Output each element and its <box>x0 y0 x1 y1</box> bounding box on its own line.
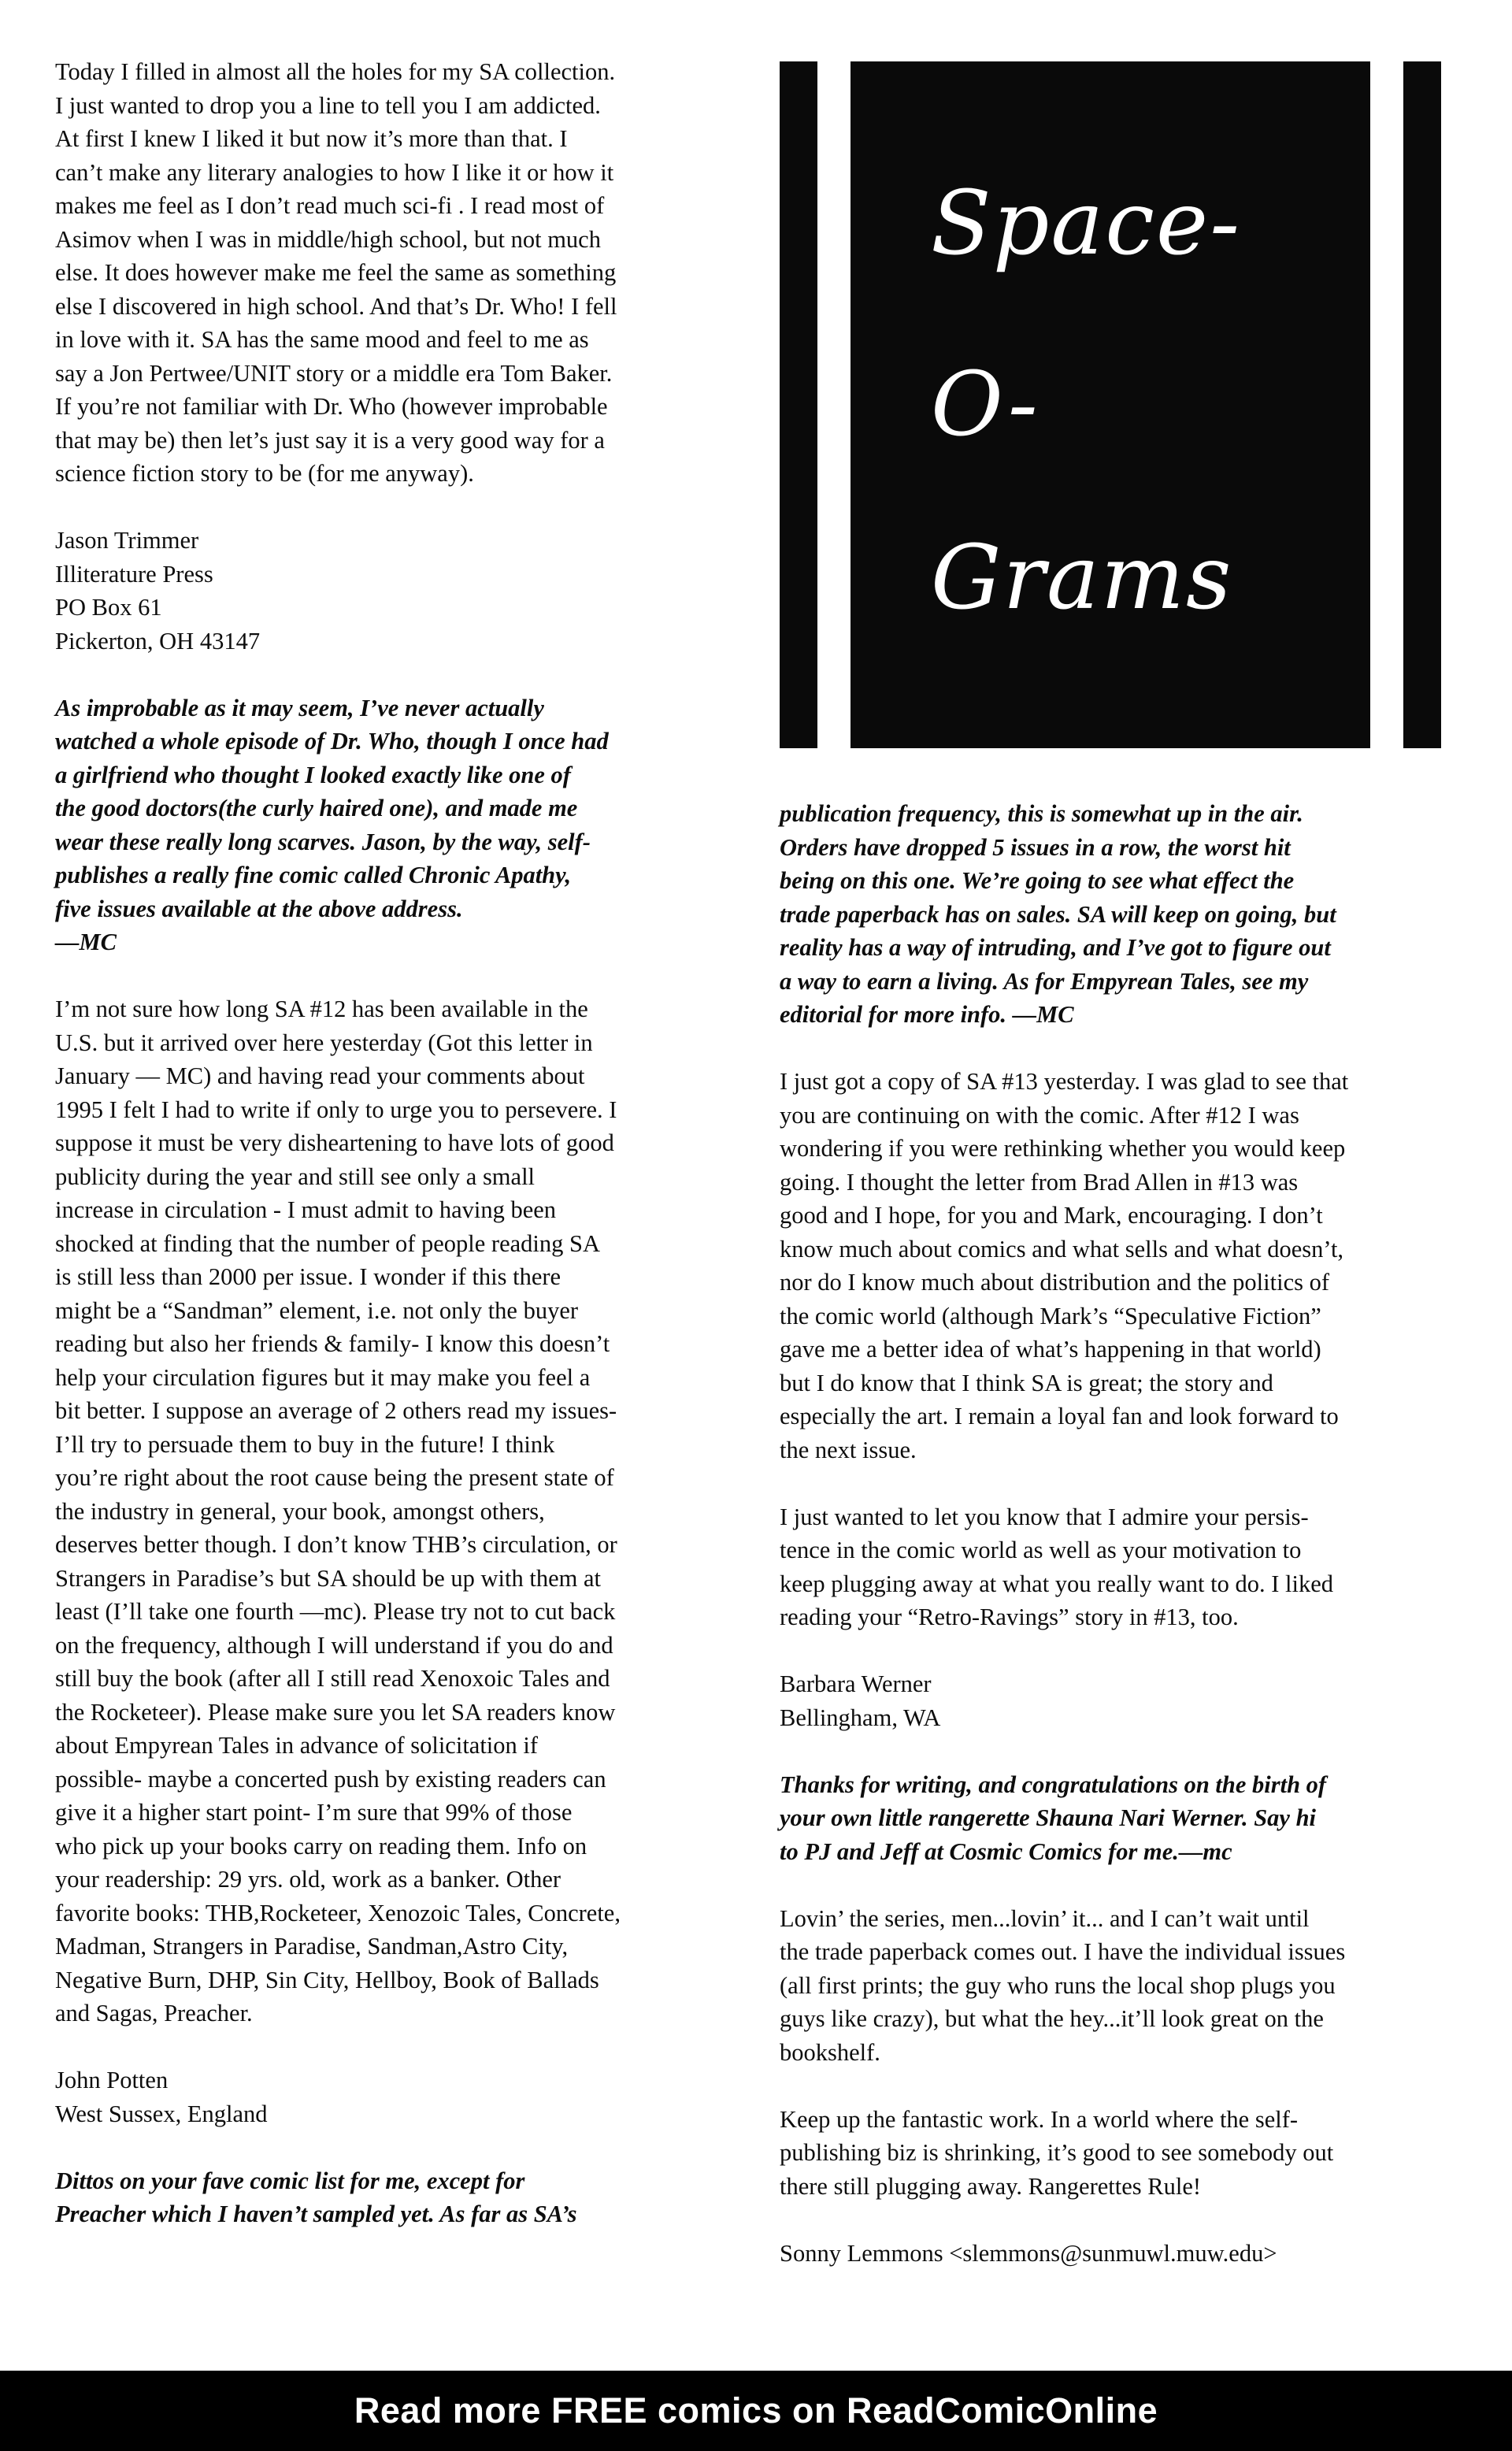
letter-signature: Sonny Lemmons <slemmons@sunmuwl.muw.edu> <box>780 2239 1277 2267</box>
title-panel <box>850 61 1370 748</box>
letter-body: Keep up the fantastic work. In a world where the self- publishing biz is shrinking, it’s good to see somebody out there still plugging away. Rangerettes Rule! <box>780 2105 1334 2200</box>
promo-banner-text[interactable]: Read more FREE comics on ReadComicOnline <box>354 2390 1158 2431</box>
title-line: O- <box>931 354 1040 456</box>
letter-signature: John Potten West Sussex, England <box>55 2067 268 2127</box>
letter-signature: Barbara Werner Bellingham, WA <box>780 1670 941 1731</box>
letter-body: I’m not sure how long SA #12 has been available in the U.S. but it arrived over here yesterday (Got this letter in January — MC) and having read your comments about 1995 I felt I had to write if only to urge you to persevere. I suppose it must be very disheartening to have lots of good publicity during the year and still see only a small increase in circulation - I must admit to having been shocked at finding that the number of people reading SA is still less than 2000 per issue. I wonder if this there might be a “Sandman” element, i.e. not only the buyer reading but also her friends & family- I know this doesn’t help your circulation figures but it may make you feel a bit better. I suppose an average of 2 others read my issues- I’ll try to persuade them to buy in the future! I think you’re right about the root cause being the present state of the industry in general, your book, amongst others, deserves better though. I don’t know THB’s circulation, or Strangers in Paradise’s but SA should be up with them at least (I’ll take one fourth —mc). Please try not to cut back on the frequency, although I will understand if you do and still buy the book (after all I still read Xenoxoic Tales and the Rocketeer). Please make sure you let SA readers know about Empyrean Tales in advance of solicitation if possible- maybe a concerted push by existing readers can give it a higher start point- I’m sure that 99% of those who pick up your books carry on reading them. Info on your readership: 29 yrs. old, work as a banker. Other favorite books: THB,Rocketeer, Xenozoic Tales, Concrete, Madman, Strangers in Paradise, Sandman,Astro City, Negative Burn, DHP, Sin City, Hellboy, Book of Ballads and Sagas, Preacher. <box>55 996 621 2026</box>
editor-reply: publication frequency, this is somewhat up in the air. Orders have dropped 5 issues in a row, the worst hit being on this one. We’re going to see what effect the trade paperback has on sales. SA will keep on going, but reality has a way of intruding, and I’ve got to figure out a way to earn a living. As for Empyrean Tales, see my editorial for more info. —MC <box>780 800 1336 1028</box>
letter-body: Today I filled in almost all the holes for my SA collection. I just wanted to drop you a line to tell you I am addicted. At first I knew I liked it but now it’s more than that. I can’t make any literary analogies to how I like it or how it makes me feel as I don’t read much sci-fi . I read most of Asimov when I was in middle/high school, but not much else. It does however make me feel the same as something else I discovered in high school. And that’s Dr. Who! I fell in love with it. SA has the same mood and feel to me as say a Jon Pertwee/UNIT story or a middle era Tom Baker. If you’re not familiar with Dr. Who (however improbable that may be) then let’s just say it is a very good way for a science fiction story to be (for me anyway). <box>55 58 617 487</box>
letter-signature: Jason Trimmer Illiterature Press PO Box 61 Pickerton, OH 43147 <box>55 527 261 654</box>
title-decorative-bar <box>1403 61 1441 748</box>
letter-body: I just got a copy of SA #13 yesterday. I was glad to see that you are continuing on with the comic. After #12 I was wondering if you were rethinking whether you would keep going. I thought the letter from Brad Allen in #13 was good and I hope, for you and Mark, encouraging. I don’t know much about comics and what sells and what doesn’t, nor do I know much about distribution and the politics of the comic world (although Mark’s “Speculative Fiction” gave me a better idea of what’s happening in that world) but I do know that I think SA is great; the story and especially the art. I remain a loyal fan and look forward to the next issue. <box>780 1068 1349 1463</box>
letters-column-left <box>55 55 748 2231</box>
letters-column-right <box>780 797 1473 2270</box>
promo-banner[interactable] <box>0 2371 1512 2451</box>
title-line: Grams <box>931 527 1233 629</box>
title-decorative-bar <box>780 61 817 748</box>
letter-body: Lovin’ the series, men...lovin’ it... and I can’t wait until the trade paperback comes out. I have the individual issues (all first prints; the guy who runs the local shop plugs you guys like crazy), but what the hey...it’ll look great on the bookshelf. <box>780 1904 1346 2066</box>
editor-reply: As improbable as it may seem, I’ve never actually watched a whole episode of Dr. Who, though I once had a girlfriend who thought I looked exactly like one of the good doctors(the curly haired one), and made me wear these really long scarves. Jason, by the way, self- publishes a really fine comic called Chronic Apathy, five issues available at the above address. —MC <box>55 694 609 955</box>
editor-reply: Thanks for writing, and congratulations on the birth of your own little rangerette Shauna Nari Werner. Say hi to PJ and Jeff at Cosmic Comics for me.—mc <box>780 1771 1327 1865</box>
section-title-block <box>780 61 1474 748</box>
editor-reply: Dittos on your fave comic list for me, except for Preacher which I haven’t sampled yet. As far as SA’s <box>55 2167 577 2227</box>
letter-body: I just wanted to let you know that I admire your persis- tence in the comic world as well as your motivation to keep plugging away at what you really want to do. I liked reading your “Retro-Ravings” story in #13, too. <box>780 1503 1334 1630</box>
title-line: Space- <box>931 172 1242 275</box>
